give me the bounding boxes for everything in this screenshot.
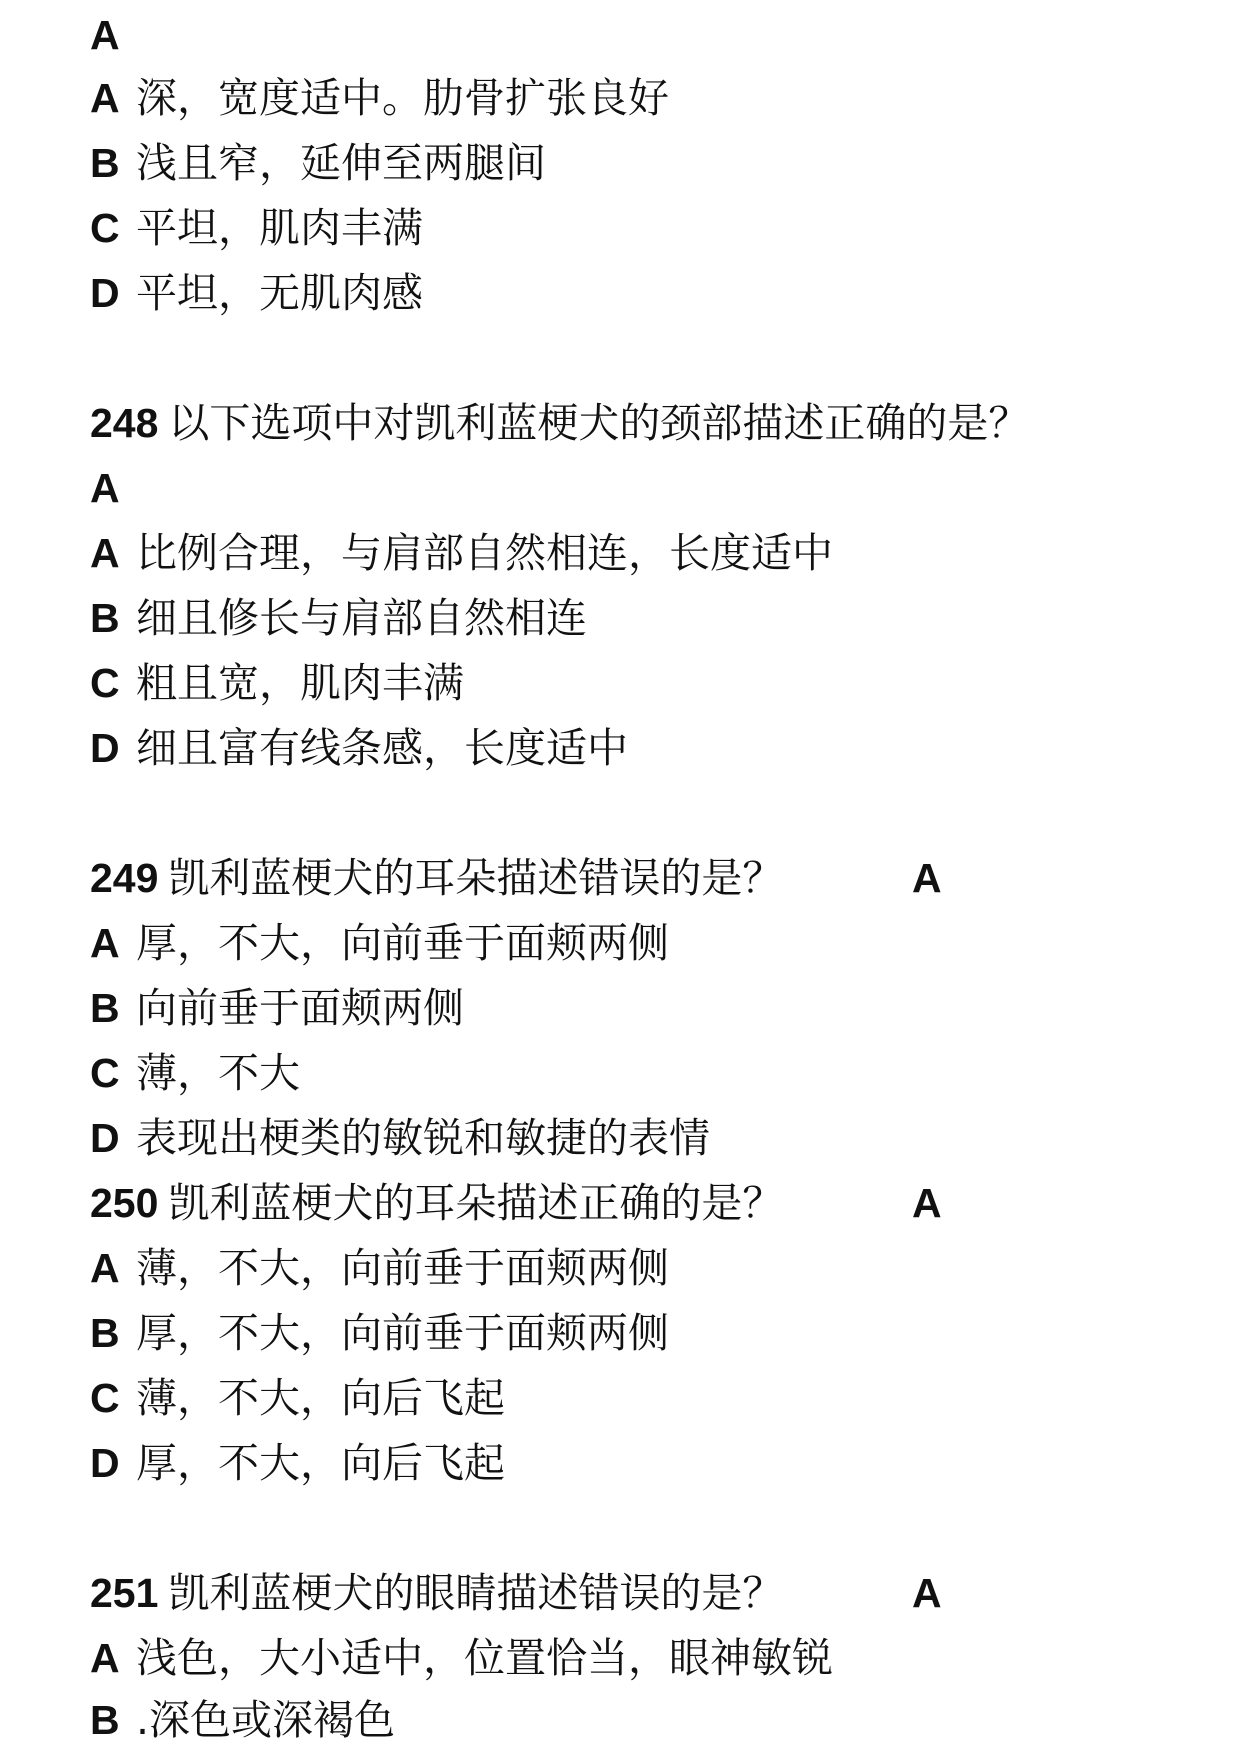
option-letter: C: [90, 1050, 120, 1096]
option-letter: A: [90, 75, 120, 121]
option-letter: D: [90, 725, 120, 771]
answer-line: [90, 5, 120, 65]
option-b: [90, 588, 587, 648]
question-248: [90, 393, 1029, 453]
option-d: [90, 1108, 710, 1168]
option-text: 细且富有线条感，长度适中: [136, 724, 628, 772]
option-text: 表现出梗类的敏锐和敏捷的表情: [136, 1114, 710, 1162]
answer-key: A: [90, 465, 120, 511]
question-text: 凯利蓝梗犬的耳朵描述正确的是？: [168, 1179, 784, 1227]
option-text: 薄，不大: [136, 1049, 300, 1097]
option-b: [90, 1690, 395, 1750]
answer-key: A: [912, 1180, 942, 1226]
question-number: 249: [90, 855, 159, 901]
option-text: 薄，不大，向前垂于面颊两侧: [136, 1244, 669, 1292]
answer-key: A: [90, 12, 120, 58]
option-text: 向前垂于面颊两侧: [136, 984, 464, 1032]
option-a: [90, 913, 669, 973]
option-text: 浅色，大小适中，位置恰当，眼神敏锐: [136, 1634, 833, 1682]
question-number: 251: [90, 1570, 159, 1616]
option-letter: D: [90, 270, 120, 316]
option-d: [90, 1433, 505, 1493]
option-letter: B: [90, 140, 120, 186]
answer-key: A: [912, 1570, 942, 1616]
option-letter: A: [90, 1635, 120, 1681]
option-text: 厚，不大，向前垂于面颊两侧: [136, 1309, 669, 1357]
option-c: [90, 198, 423, 258]
option-letter: A: [90, 530, 120, 576]
option-text: 薄，不大，向后飞起: [136, 1374, 505, 1422]
option-b: [90, 978, 464, 1038]
option-d: [90, 263, 423, 323]
option-letter: C: [90, 205, 120, 251]
option-text: 深，宽度适中。肋骨扩张良好: [136, 74, 669, 122]
option-letter: B: [90, 595, 120, 641]
option-b: [90, 1303, 669, 1363]
option-text: 粗且宽，肌肉丰满: [136, 659, 464, 707]
option-c: [90, 1043, 300, 1103]
question-251: [90, 1563, 942, 1623]
option-a: [90, 523, 833, 583]
option-text: 厚，不大，向后飞起: [136, 1439, 505, 1487]
option-letter: A: [90, 920, 120, 966]
option-a: [90, 68, 669, 128]
question-249: [90, 848, 942, 908]
question-text: 以下选项中对凯利蓝梗犬的颈部描述正确的是？: [168, 399, 1030, 447]
option-d: [90, 718, 628, 778]
option-letter: C: [90, 1375, 120, 1421]
option-text: .深色或深褐色: [136, 1696, 396, 1744]
option-a: [90, 1238, 669, 1298]
option-text: 平坦，无肌肉感: [136, 269, 423, 317]
option-text: 平坦，肌肉丰满: [136, 204, 423, 252]
question-text: 凯利蓝梗犬的耳朵描述错误的是？: [168, 854, 784, 902]
option-text: 细且修长与肩部自然相连: [136, 594, 587, 642]
answer-line: [90, 458, 120, 518]
option-c: [90, 1368, 505, 1428]
option-letter: D: [90, 1115, 120, 1161]
option-letter: B: [90, 1697, 120, 1743]
option-letter: B: [90, 985, 120, 1031]
option-b: [90, 133, 546, 193]
option-letter: D: [90, 1440, 120, 1486]
option-a: [90, 1628, 833, 1688]
question-number: 248: [90, 400, 159, 446]
question-250: [90, 1173, 942, 1233]
option-text: 厚，不大，向前垂于面颊两侧: [136, 919, 669, 967]
option-c: [90, 653, 464, 713]
question-number: 250: [90, 1180, 159, 1226]
option-letter: C: [90, 660, 120, 706]
question-text: 凯利蓝梗犬的眼睛描述错误的是？: [168, 1569, 784, 1617]
option-text: 比例合理，与肩部自然相连，长度适中: [136, 529, 833, 577]
option-letter: B: [90, 1310, 120, 1356]
answer-key: A: [912, 855, 942, 901]
option-letter: A: [90, 1245, 120, 1291]
option-text: 浅且窄，延伸至两腿间: [136, 139, 546, 187]
